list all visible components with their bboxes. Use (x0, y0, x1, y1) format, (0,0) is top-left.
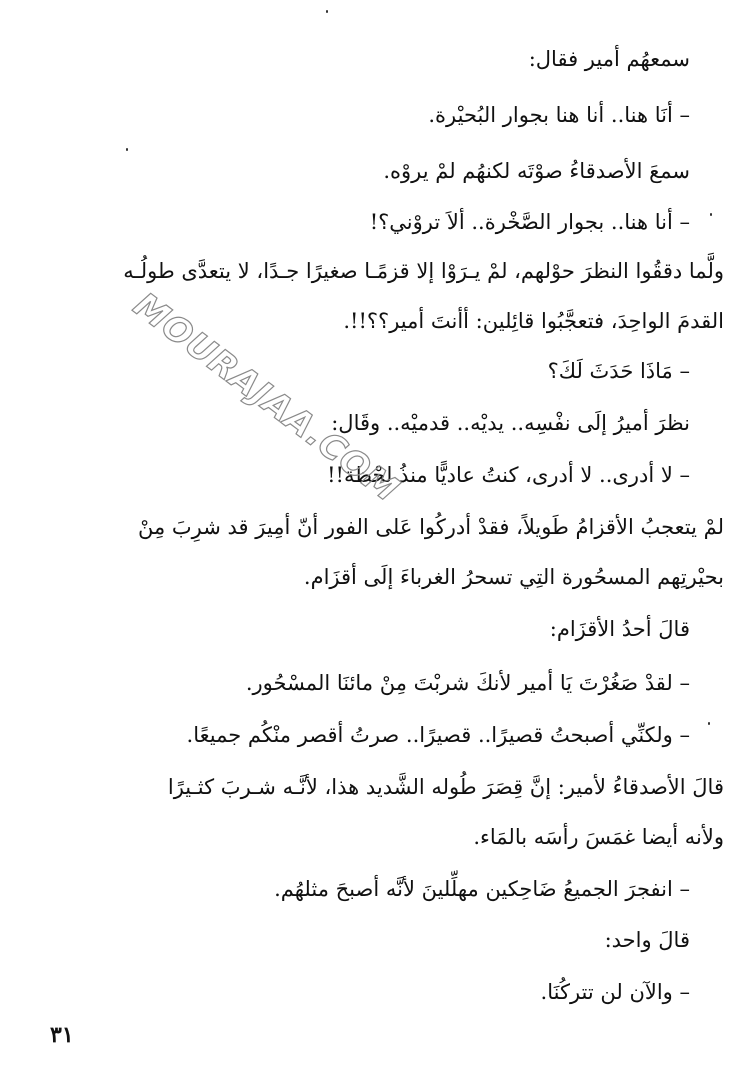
text-line-8: نظرَ أميرُ إلَى نفْسِه.. يديْه.. قدميْه.. وقَال: (331, 411, 690, 435)
text-line-13: – لقدْ صَغُرْتَ يَا أمير لأنكَ شربْتَ مِنْ مائنَا المسْحُور. (245, 671, 690, 695)
scan-speck (710, 213, 712, 216)
text-line-16: ولأنه أيضا غمَسَ رأسَه بالمَاء. (473, 825, 724, 849)
text-line-18: قالَ واحد: (604, 928, 690, 952)
scan-speck (326, 10, 328, 13)
text-line-17: – انفجرَ الجميعُ ضَاحِكين مهلِّلينَ لأنَّه أصبحَ مثلهُم. (274, 877, 690, 901)
text-line-5: ولَّما دققُوا النظرَ حوْلهم، لمْ يـرَوْا إلا قزمًـا صغيرًا جـدًا، لا يتعدَّى طولُـه (123, 259, 724, 283)
text-line-3: سمعَ الأصدقاءُ صوْتَه لكنهُم لمْ يروْه. (383, 159, 690, 183)
scan-speck (708, 722, 710, 725)
text-line-9: – لا أدرى.. لا أدرى، كنتُ عاديًّا منذُ لحْظة!! (327, 463, 690, 487)
text-line-4: – أنا هنا.. بجوار الصَّخْرة.. ألاَ تروْني؟! (369, 210, 690, 234)
text-line-1: سمعهُم أمير فقال: (528, 47, 690, 71)
text-line-2: – أنَا هنا.. أنا هنا بجوار البُحيْرة. (428, 103, 690, 127)
text-line-10: لمْ يتعجبُ الأقزامُ طَويلاً، فقدْ أدركُوا عَلى الفور أنّ أمِيرَ قد شرِبَ مِنْ (138, 515, 724, 539)
text-line-7: – مَاذَا حَدَثَ لَكَ؟ (547, 359, 690, 383)
page-number: ٣١ (50, 1022, 74, 1048)
text-line-14: – ولكنِّي أصبحتُ قصيرًا.. قصيرًا.. صرتُ أقصر منْكُم جميعًا. (186, 723, 690, 747)
text-line-11: بحيْرتِهم المسحُورة التِي تسحرُ الغرباءَ إلَى أقزَام. (303, 565, 724, 589)
text-line-19: – والآن لن تتركُنَا. (540, 980, 690, 1004)
text-line-12: قالَ أحدُ الأقزَام: (549, 617, 690, 641)
watermark-text: MOURAJAA.COM (125, 285, 407, 511)
scan-speck (126, 148, 128, 151)
text-line-15: قالَ الأصدقاءُ لأمير: إنَّ قِصَرَ طُوله الشَّديد هذا، لأنَّـه شـربَ كثـيرًا (167, 775, 724, 799)
text-line-6: القدمَ الواحِدَ، فتعجَّبُوا قائِلين: أأنتَ أمير؟؟!!. (343, 309, 724, 333)
